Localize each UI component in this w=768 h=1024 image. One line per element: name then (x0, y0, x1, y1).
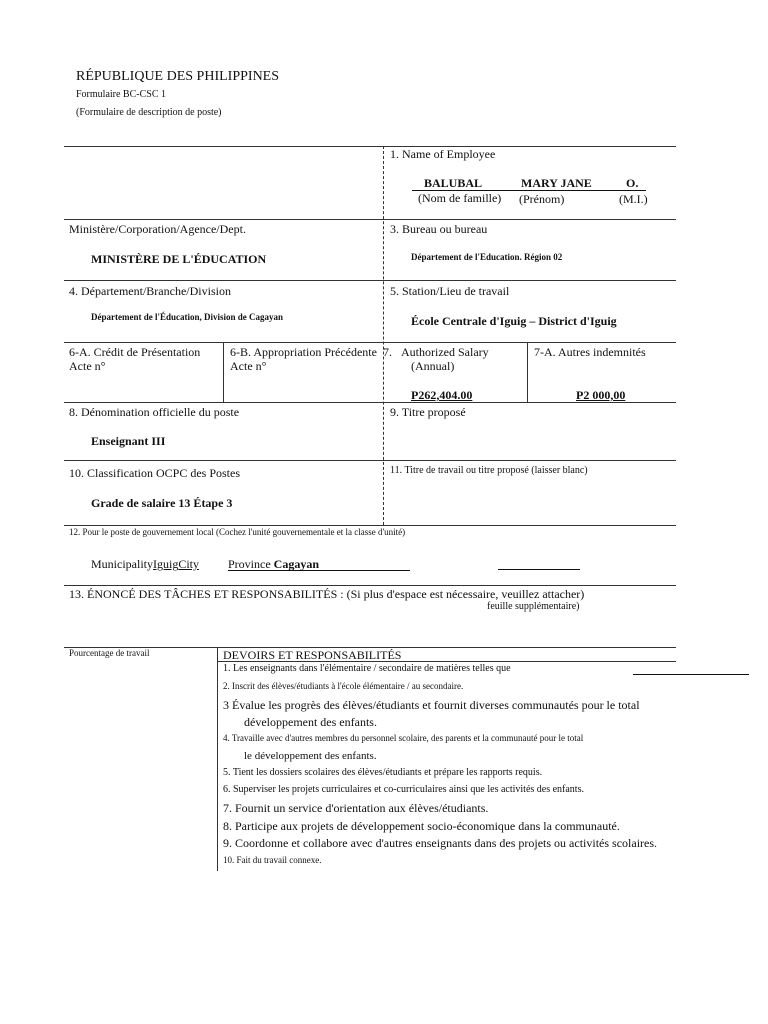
credit-label: 6-A. Crédit de Présentation (69, 345, 201, 359)
salary-value: P262,404.00 (411, 388, 473, 402)
duty-item-2: 2. Inscrit des élèves/étudiants à l'école élémentaire / au secondaire. (223, 681, 464, 691)
appropriation-label: 6-B. Appropriation Précédente (230, 345, 377, 359)
duty-item-8: 8. Participe aux projets de développement socio-économique dans la communauté. (223, 819, 620, 833)
salary-number: 7. (383, 345, 392, 359)
province-value: Cagayan (273, 557, 319, 571)
duty-item-10: 10. Fait du travail connexe. (223, 855, 322, 865)
position-value: Enseignant III (91, 434, 166, 448)
salary-label: Authorized Salary (401, 345, 489, 359)
percent-column-header: Pourcentage de travail (69, 648, 150, 658)
employee-surname: BALUBAL (424, 176, 483, 190)
form-title: (Formulaire de description de poste) (76, 107, 222, 118)
local-gov-line (91, 557, 199, 572)
municipality-label: Municipality (91, 557, 153, 571)
ministry-label: Ministère/Corporation/Agence/Dept. (69, 222, 246, 236)
duty-item-3: 3 Évalue les progrès des élèves/étudiants et fournit diverses communautés pour le total (223, 698, 640, 712)
department-value: Département de l'Éducation, Division de Cagayan (91, 312, 284, 322)
statement-heading-cont: feuille supplémentaire) (487, 601, 580, 612)
duty-item-7: 7. Fournit un service d'orientation aux élèves/étudiants. (223, 801, 489, 815)
employee-firstname: MARY JANE (521, 176, 592, 190)
duty-item-4-cont: le développement des enfants. (244, 750, 377, 762)
municipality-value: Iguig (153, 557, 179, 571)
allowances-value: P2 000,00 (576, 388, 626, 402)
duties-column-header: DEVOIRS ET RESPONSABILITÉS (223, 648, 402, 662)
province-label: Province (228, 557, 271, 571)
duty-item-6: 6. Superviser les projets curriculaires et co-curriculaires ainsi que les activités des enfants. (223, 784, 584, 795)
job-title-label: 11. Titre de travail ou titre proposé (laisser blanc) (390, 465, 588, 476)
local-gov-label: 12. Pour le poste de gouvernement local (Cochez l'unité gouvernementale et la classe d'unité) (69, 527, 406, 537)
statement-heading: 13. ÉNONCÉ DES TÂCHES ET RESPONSABILITÉS : (Si plus d'espace est nécessaire, veuillez attacher) (69, 587, 585, 601)
duty-item-3-cont: développement des enfants. (244, 715, 377, 729)
proposed-title-label: 9. Titre proposé (390, 405, 466, 419)
allowances-label: 7-A. Autres indemnités (534, 345, 646, 359)
duty-item-5: 5. Tient les dossiers scolaires des élèves/étudiants et prépare les rapports requis. (223, 767, 543, 778)
appropriation-act-label: Acte n° (230, 359, 267, 373)
mi-caption: (M.I.) (619, 192, 648, 206)
department-label: 4. Département/Branche/Division (69, 284, 231, 298)
classification-value: Grade de salaire 13 Étape 3 (91, 496, 233, 510)
city-label: City (178, 557, 200, 571)
credit-act-label: Acte n° (69, 359, 106, 373)
class-blank-line (498, 569, 580, 570)
republic-heading: RÉPUBLIQUE DES PHILIPPINES (76, 69, 280, 84)
surname-caption: (Nom de famille) (418, 191, 502, 205)
classification-label: 10. Classification OCPC des Postes (69, 466, 241, 480)
ministry-value: MINISTÈRE DE L'ÉDUCATION (91, 252, 267, 266)
position-label: 8. Dénomination officielle du poste (69, 405, 240, 419)
bureau-value: Département de l'Education. Région 02 (411, 252, 563, 262)
bureau-label: 3. Bureau ou bureau (390, 222, 488, 236)
employee-mi: O. (626, 176, 639, 190)
form-code: Formulaire BC-CSC 1 (76, 89, 167, 100)
salary-annual-label: (Annual) (411, 359, 455, 373)
station-label: 5. Station/Lieu de travail (390, 284, 510, 298)
duty-item-1: 1. Les enseignants dans l'élémentaire / secondaire de matières telles que (223, 663, 511, 674)
duty-item-1-blank (633, 674, 749, 675)
duty-item-4: 4. Travaille avec d'autres membres du personnel scolaire, des parents et la communauté pour le total (223, 733, 584, 743)
station-value: École Centrale d'Iguig – District d'Iguig (411, 314, 617, 328)
duty-item-9: 9. Coordonne et collabore avec d'autres enseignants dans des projets ou activités scolaires. (223, 836, 658, 850)
firstname-caption: (Prénom) (519, 192, 565, 206)
employee-name-label: 1. Name of Employee (390, 147, 496, 161)
province-line (228, 557, 319, 572)
